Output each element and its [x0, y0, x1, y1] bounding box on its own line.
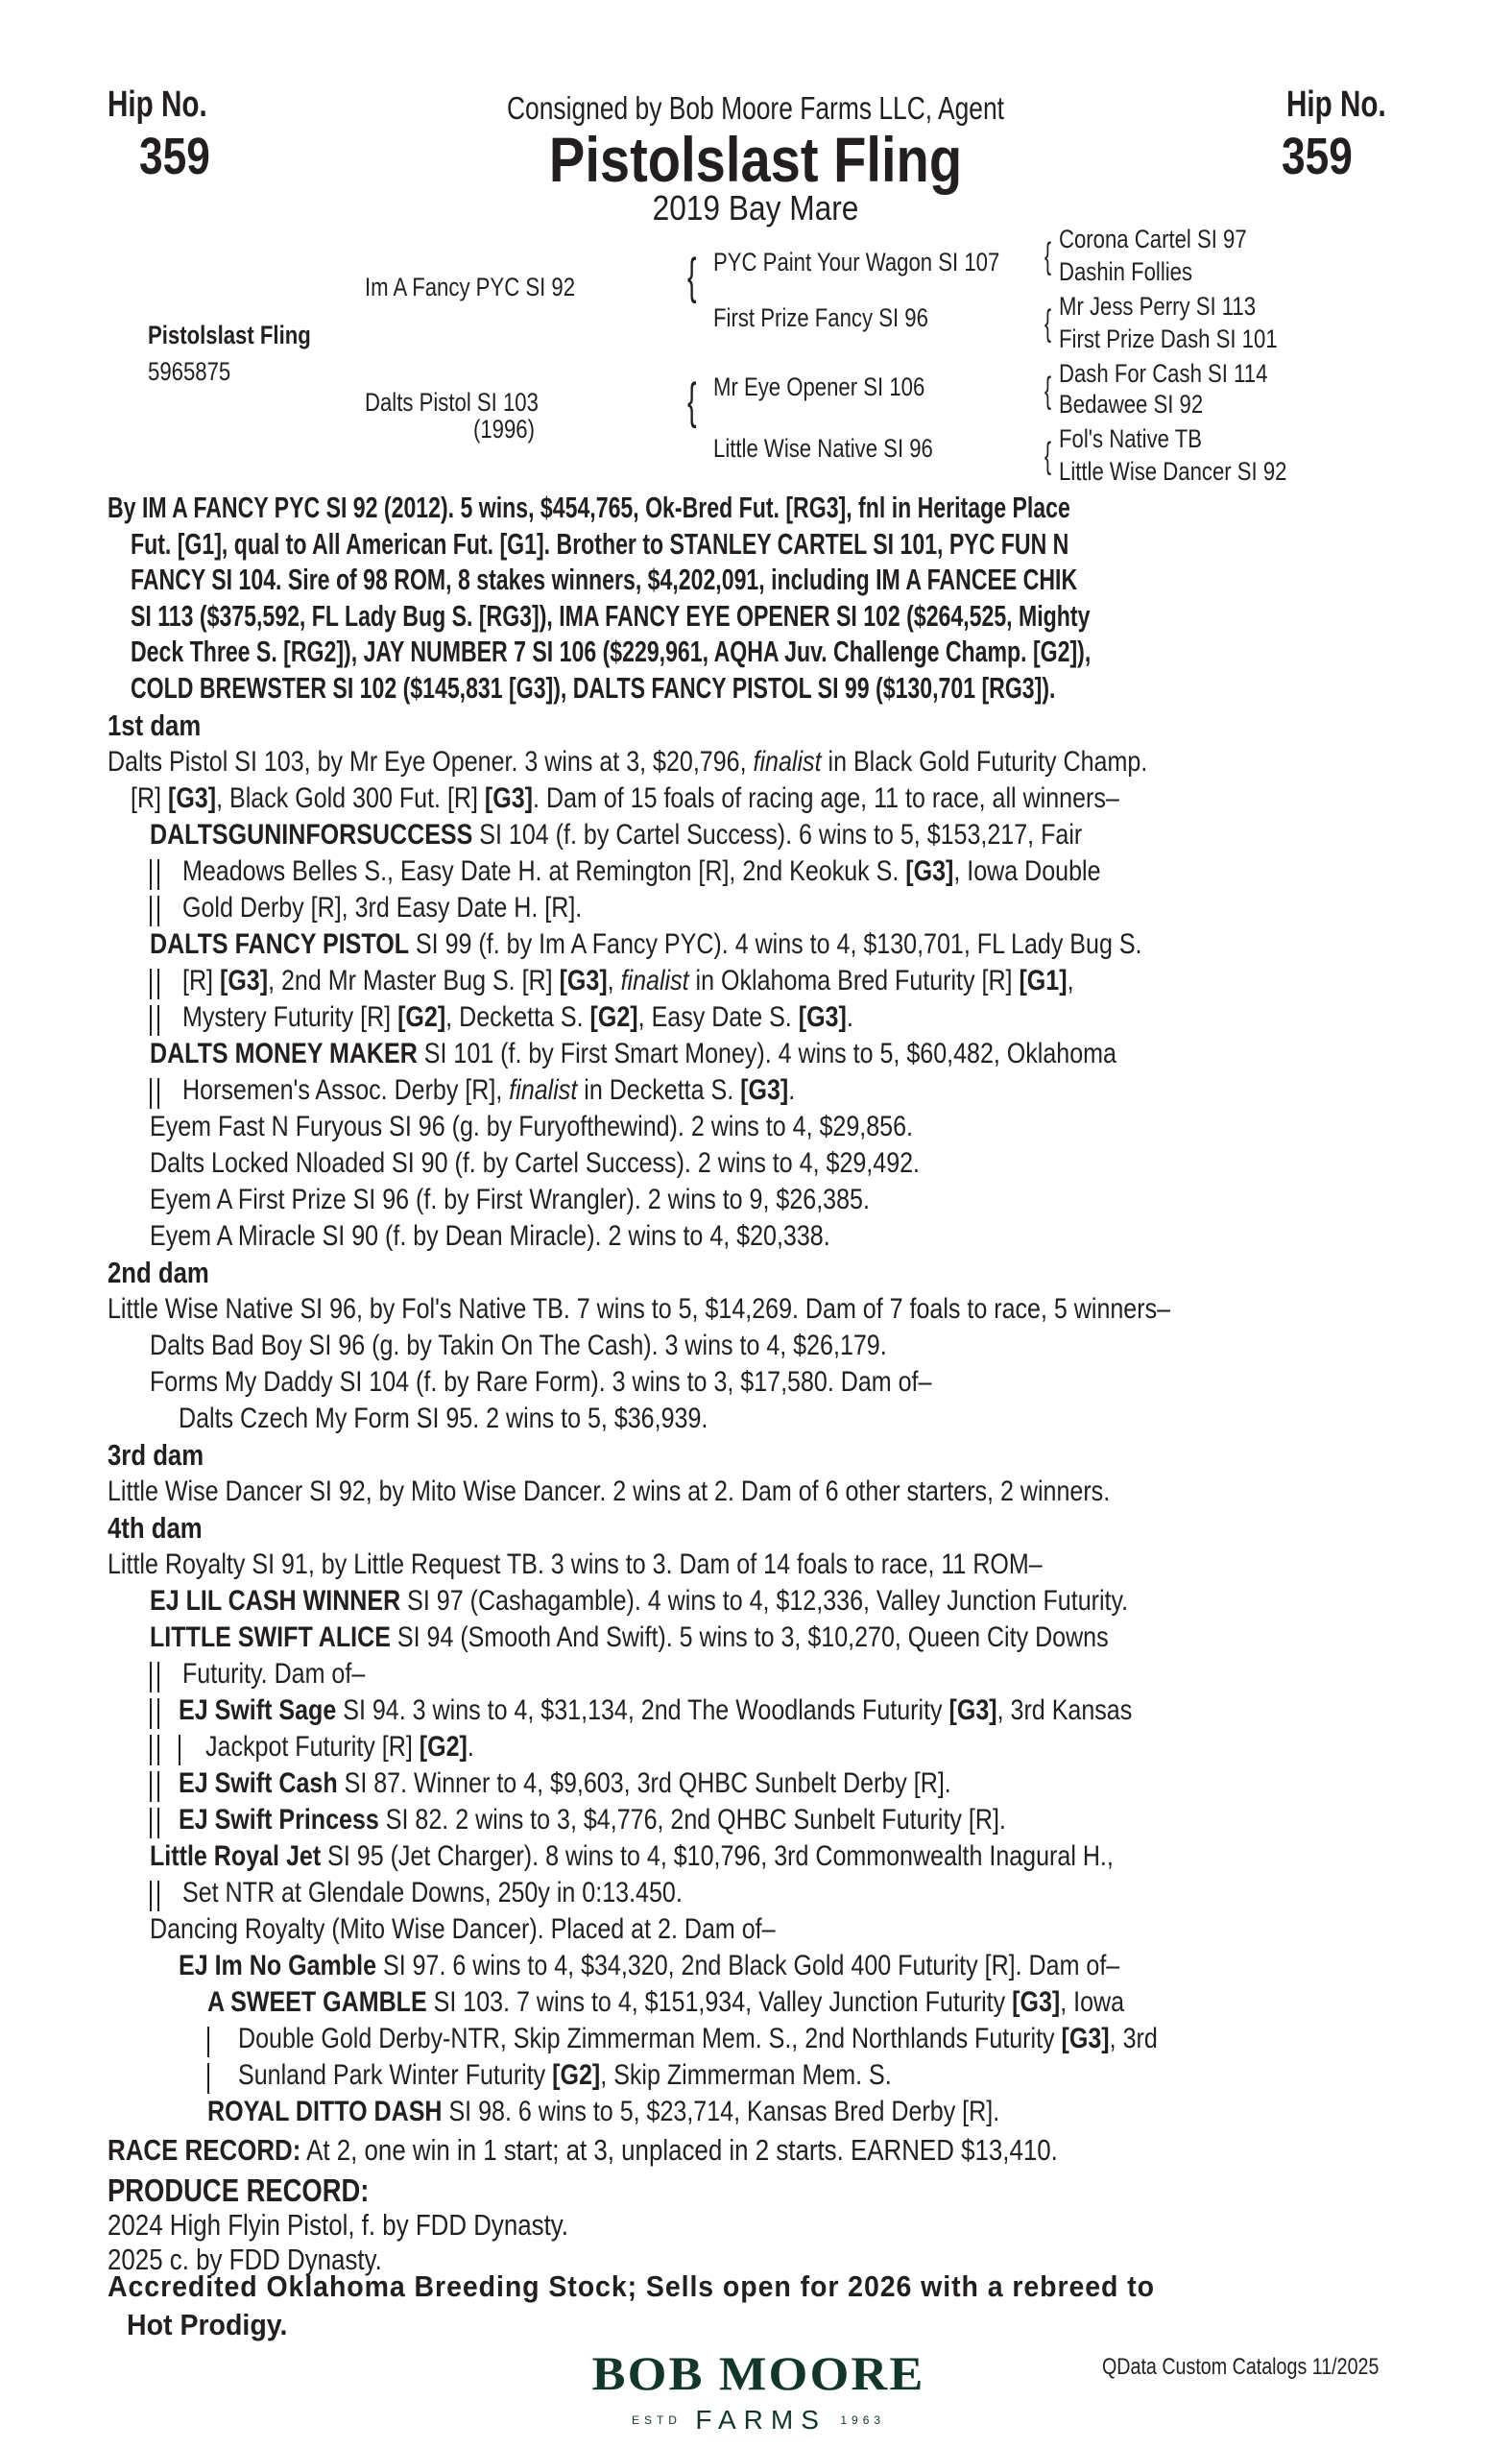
- hip-number-right: 359: [1282, 128, 1353, 185]
- foal-name: DALTS FANCY PISTOL: [150, 928, 410, 960]
- consignor: Consigned by Bob Moore Farms LLC, Agent: [506, 90, 1004, 126]
- text: finalist: [509, 1074, 578, 1106]
- continuation-bar: [150, 969, 159, 999]
- grade-badge: [G3]: [484, 782, 534, 814]
- continuation-bar: [150, 1771, 159, 1802]
- grade-badge: [G2]: [397, 1001, 446, 1033]
- foal-entry: Dalts Czech My Form SI 95. 2 wins to 5, $36,939.: [179, 1403, 708, 1434]
- text: , Iowa Double: [953, 855, 1101, 887]
- continuation-bar: [150, 859, 159, 890]
- first-dam-heading: 1st dam: [108, 708, 202, 742]
- sire-summary-line: Deck Three S. [RG2]), JAY NUMBER 7 SI 106 ($229,961, AQHA Juv. Challenge Champ. [G2]),: [131, 635, 1092, 668]
- foal-entry: [150, 1036, 1232, 1072]
- logo-wordmark: BOB MOORE: [591, 2346, 925, 2400]
- pedigree-gen3: Little Wise Dancer SI 92: [1059, 457, 1287, 486]
- text: , Iowa: [1060, 1986, 1125, 2018]
- foal-entry: Eyem A Miracle SI 90 (f. by Dean Miracle). 2 wins to 4, $20,338.: [150, 1220, 830, 1252]
- text: Dalts Pistol SI 103, by Mr Eye Opener. 3 wins at 3, $20,796,: [108, 746, 754, 778]
- sale-notes-line: Hot Prodigy.: [127, 2308, 288, 2341]
- horse-description: 2019 Bay Mare: [652, 188, 859, 228]
- foal-name: EJ Swift Sage: [179, 1694, 337, 1726]
- sire-summary-line: FANCY SI 104. Sire of 98 ROM, 8 stakes winners, $4,202,091, including IM A FANCEE CHIK: [131, 563, 1078, 596]
- pedigree-sire-sire: PYC Paint Your Wagon SI 107: [713, 248, 1000, 276]
- text: finalist: [753, 746, 822, 778]
- grade-badge: [G1]: [1019, 965, 1068, 996]
- produce-record-item: 2025 c. by FDD Dynasty.: [108, 2243, 382, 2276]
- sire-summary-line: By IM A FANCY PYC SI 92 (2012). 5 wins, $454,765, Ok-Bred Fut. [RG3], fnl in Heritage Place: [108, 491, 1070, 524]
- sire-summary: [108, 490, 1404, 706]
- text: SI 104 (f. by Cartel Success). 6 wins to 5, $153,217, Fair: [472, 819, 1083, 851]
- text: .: [846, 1001, 853, 1033]
- text: SI 97. 6 wins to 4, $34,320, 2nd Black Gold 400 Futurity [R]. Dam of–: [376, 1950, 1120, 1981]
- text: Set NTR at Glendale Downs, 250y in 0:13.450.: [182, 1877, 683, 1908]
- text: .: [467, 1731, 474, 1763]
- text: Futurity. Dam of–: [182, 1658, 366, 1690]
- sire-summary-line: SI 113 ($375,592, FL Lady Bug S. [RG3]), IMA FANCY EYE OPENER SI 102 ($264,525, Mighty: [131, 598, 1091, 633]
- text: [R]: [182, 965, 220, 996]
- foal-name: EJ Swift Cash: [179, 1767, 338, 1799]
- produce-record-label: PRODUCE RECORD:: [108, 2172, 370, 2208]
- brace-icon: {: [687, 373, 697, 429]
- grade-badge: [G3]: [1061, 2023, 1110, 2054]
- text: , 3rd Kansas: [996, 1694, 1133, 1726]
- foal-name: Little Royal Jet: [150, 1840, 322, 1872]
- foal-entry: [150, 817, 1232, 853]
- horse-name-title: Pistolslast Fling: [548, 124, 963, 195]
- hip-number-left: 359: [139, 128, 210, 185]
- logo-estd: ESTD: [631, 2413, 682, 2427]
- pedigree-gen3: Mr Jess Perry SI 113: [1059, 292, 1257, 321]
- continuation-bar: [207, 2063, 209, 2094]
- second-dam-intro: Little Wise Native SI 96, by Fol's Native TB. 7 wins to 5, $14,269. Dam of 7 foals to race, 5 winners–: [108, 1293, 1171, 1325]
- foal-entry: Dancing Royalty (Mito Wise Dancer). Placed at 2. Dam of–: [150, 1913, 776, 1945]
- text: Jackpot Futurity [R]: [205, 1731, 420, 1763]
- pedigree-gen3: Corona Cartel SI 97: [1059, 225, 1247, 253]
- continuation-bar: [150, 1808, 159, 1838]
- brace-icon: {: [1044, 436, 1051, 476]
- pedigree-dam: Dalts Pistol SI 103: [365, 388, 539, 417]
- brace-icon: {: [1044, 303, 1051, 344]
- pedigree-sire-dam: First Prize Fancy SI 96: [713, 303, 928, 332]
- text: Gold Derby [R], 3rd Easy Date H. [R].: [182, 892, 583, 924]
- continuation-bar: [150, 1078, 159, 1109]
- continuation-bar: [150, 1662, 159, 1692]
- grade-badge: [G3]: [905, 855, 954, 887]
- sale-notes-line: Accredited Oklahoma Breeding Stock; Sells open for 2026 with a rebreed to: [108, 2269, 1156, 2303]
- text: , Black Gold 300 Fut. [R]: [216, 782, 485, 814]
- pedigree-subject-name: Pistolslast Fling: [148, 321, 311, 349]
- foal-entry: [150, 1583, 1232, 1620]
- foal-name: DALTSGUNINFORSUCCESS: [150, 819, 473, 851]
- text: , 2nd Mr Master Bug S. [R]: [268, 965, 560, 996]
- text: in Decketta S.: [577, 1074, 741, 1106]
- foal-entry: [207, 1984, 1289, 2021]
- race-record-label: RACE RECORD:: [108, 2133, 301, 2167]
- text: , Skip Zimmerman Mem. S.: [600, 2059, 892, 2091]
- text: SI 95 (Jet Charger). 8 wins to 4, $10,796, 3rd Commonwealth Inagural H.,: [321, 1840, 1114, 1872]
- pedigree-gen3: Bedawee SI 92: [1059, 390, 1204, 419]
- first-dam-intro: [108, 744, 1189, 780]
- third-dam-intro: Little Wise Dancer SI 92, by Mito Wise Dancer. 2 wins at 2. Dam of 6 other starters, 2 winners.: [108, 1476, 1111, 1507]
- second-dam-heading: 2nd dam: [108, 1256, 209, 1289]
- text: finalist: [620, 965, 689, 996]
- grade-badge: [G2]: [589, 1001, 638, 1033]
- race-record-text: At 2, one win in 1 start; at 3, unplaced in 2 starts. EARNED $13,410.: [300, 2133, 1058, 2167]
- foal-entry: [207, 2094, 1289, 2130]
- text: SI 87. Winner to 4, $9,603, 3rd QHBC Sunbelt Derby [R].: [337, 1767, 951, 1799]
- text: SI 98. 6 wins to 5, $23,714, Kansas Bred Derby [R].: [442, 2096, 1000, 2127]
- continuation-bar: [150, 1698, 159, 1729]
- hip-label-left: Hip No.: [108, 84, 207, 125]
- continuation-bar: [150, 1005, 159, 1036]
- third-dam-heading: 3rd dam: [108, 1438, 204, 1472]
- foal-entry: Forms My Daddy SI 104 (f. by Rare Form). 3 wins to 3, $17,580. Dam of–: [150, 1366, 932, 1398]
- foal-entry: [150, 1620, 1232, 1656]
- text: SI 103. 7 wins to 4, $151,934, Valley Junction Futurity: [426, 1986, 1013, 2018]
- text: SI 94 (Smooth And Swift). 5 wins to 3, $10,270, Queen City Downs: [390, 1621, 1109, 1653]
- foal-name: EJ Im No Gamble: [179, 1950, 377, 1981]
- text: SI 99 (f. by Im A Fancy PYC). 4 wins to 4, $130,701, FL Lady Bug S.: [409, 928, 1142, 960]
- first-dam-section: [108, 708, 1404, 2276]
- pedigree-dam-dam: Little Wise Native SI 96: [713, 434, 933, 463]
- foal-name: DALTS MONEY MAKER: [150, 1038, 418, 1069]
- bob-moore-farms-logo: [538, 2348, 979, 2435]
- text: . Dam of 15 foals of racing age, 11 to race, all winners–: [533, 782, 1119, 814]
- grade-badge: [G3]: [167, 782, 217, 814]
- grade-badge: [G2]: [419, 1731, 468, 1763]
- text: in Black Gold Futurity Champ.: [821, 746, 1148, 778]
- text: SI 94. 3 wins to 4, $31,134, 2nd The Woodlands Futurity: [336, 1694, 949, 1726]
- foal-entry: Eyem Fast N Furyous SI 96 (g. by Furyofthewind). 2 wins to 4, $29,856.: [150, 1111, 913, 1142]
- brace-icon: {: [1044, 236, 1051, 276]
- foal-entry: Dalts Locked Nloaded SI 90 (f. by Cartel Success). 2 wins to 4, $29,492.: [150, 1147, 921, 1179]
- grade-badge: [G3]: [798, 1001, 847, 1033]
- text: Horsemen's Assoc. Derby [R],: [182, 1074, 510, 1106]
- first-dam-intro: [131, 780, 1212, 817]
- pedigree-gen3: First Prize Dash SI 101: [1059, 324, 1278, 353]
- continuation-bar: [150, 1735, 159, 1765]
- grade-badge: [G3]: [1012, 1986, 1061, 2018]
- text: ,: [1067, 965, 1074, 996]
- foal-name: LITTLE SWIFT ALICE: [150, 1621, 391, 1653]
- text: [R]: [131, 782, 168, 814]
- race-record: [108, 2132, 1189, 2169]
- pedigree-gen3: Dashin Follies: [1059, 257, 1193, 286]
- text: Sunland Park Winter Futurity: [238, 2059, 553, 2091]
- foal-entry: [179, 1948, 1260, 1984]
- text: .: [788, 1074, 796, 1106]
- foal-name: EJ LIL CASH WINNER: [150, 1585, 401, 1617]
- grade-badge: [G3]: [740, 1074, 789, 1106]
- produce-record-item: 2024 High Flyin Pistol, f. by FDD Dynasty.: [108, 2208, 569, 2242]
- pedigree-gen3: Fol's Native TB: [1059, 424, 1203, 453]
- catalog-credit: QData Custom Catalogs 11/2025: [1102, 2354, 1380, 2380]
- text: , Decketta S.: [445, 1001, 590, 1033]
- text: Meadows Belles S., Easy Date H. at Remington [R], 2nd Keokuk S.: [182, 855, 906, 887]
- foal-name: A SWEET GAMBLE: [207, 1986, 427, 2018]
- grade-badge: [G3]: [559, 965, 608, 996]
- text: SI 82. 2 wins to 3, $4,776, 2nd QHBC Sunbelt Futurity [R].: [378, 1804, 1006, 1836]
- foal-entry: Dalts Bad Boy SI 96 (g. by Takin On The Cash). 3 wins to 4, $26,179.: [150, 1330, 887, 1361]
- grade-badge: [G3]: [219, 965, 269, 996]
- logo-year: 1963: [840, 2413, 886, 2427]
- text: Mystery Futurity [R]: [182, 1001, 398, 1033]
- continuation-bar: [150, 896, 159, 926]
- foal-entry: [150, 926, 1232, 963]
- continuation-bar: [179, 1735, 180, 1765]
- pedigree-gen3: Dash For Cash SI 114: [1059, 359, 1268, 388]
- pedigree-dam-year: (1996): [473, 415, 535, 444]
- pedigree-sire: Im A Fancy PYC SI 92: [365, 273, 576, 301]
- fourth-dam-heading: 4th dam: [108, 1511, 203, 1545]
- foal-name: EJ Swift Princess: [179, 1804, 379, 1836]
- grade-badge: [G2]: [552, 2059, 601, 2091]
- sale-notes: [108, 2268, 1404, 2344]
- foal-entry: [150, 1838, 1232, 1875]
- text: in Oklahoma Bred Futurity [R]: [688, 965, 1020, 996]
- text: SI 101 (f. by First Smart Money). 4 wins to 5, $60,482, Oklahoma: [417, 1038, 1116, 1069]
- fourth-dam-intro: Little Royalty SI 91, by Little Request TB. 3 wins to 3. Dam of 14 foals to race, 11 ROM–: [108, 1548, 1043, 1580]
- hip-label-right: Hip No.: [1286, 84, 1386, 125]
- brace-icon: {: [687, 249, 697, 304]
- text: ,: [607, 965, 621, 996]
- sire-summary-line: Fut. [G1], qual to All American Fut. [G1]. Brother to STANLEY CARTEL SI 101, PYC FUN N: [131, 526, 1069, 561]
- grade-badge: [G3]: [948, 1694, 997, 1726]
- pedigree-registration: 5965875: [148, 357, 231, 386]
- sire-summary-line: COLD BREWSTER SI 102 ($145,831 [G3]), DALTS FANCY PISTOL SI 99 ($130,701 [RG3]).: [131, 670, 1056, 705]
- text: SI 97 (Cashagamble). 4 wins to 4, $12,336, Valley Junction Futurity.: [400, 1585, 1129, 1617]
- continuation-bar: [207, 2027, 209, 2057]
- brace-icon: {: [1044, 371, 1051, 411]
- text: , 3rd: [1109, 2023, 1158, 2054]
- foal-entry: Eyem A First Prize SI 96 (f. by First Wrangler). 2 wins to 9, $26,385.: [150, 1184, 870, 1215]
- continuation-bar: [150, 1881, 159, 1911]
- foal-name: ROYAL DITTO DASH: [207, 2096, 443, 2127]
- text: , Easy Date S.: [637, 1001, 799, 1033]
- logo-farms: FARMS: [695, 2405, 827, 2435]
- text: Double Gold Derby-NTR, Skip Zimmerman Mem. S., 2nd Northlands Futurity: [238, 2023, 1062, 2054]
- pedigree-dam-sire: Mr Eye Opener SI 106: [713, 372, 925, 401]
